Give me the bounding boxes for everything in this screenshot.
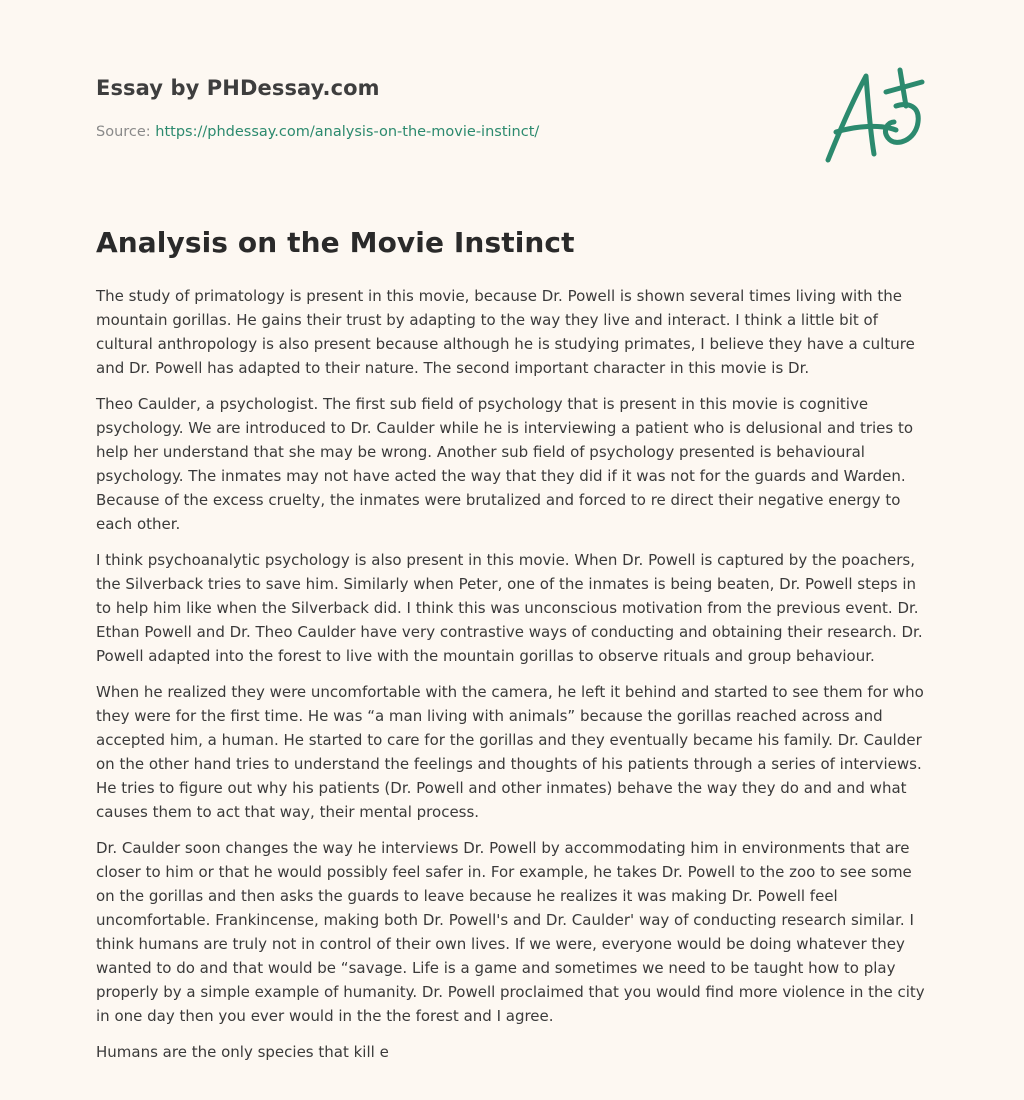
essay-page: [96, 0, 928, 1061]
page-header: [96, 0, 928, 210]
essay-body: [96, 284, 928, 1076]
essay-paragraph: Theo Caulder, a psychologist. The first sub field of psychology that is present in this movie is cognitive psychology. We are introduced to Dr. Caulder while he is interviewing a patient who is delusional and tries to help her understand that she may be wrong. Another sub field of psychology presented is behavioural psychology. The inmates may not have acted the way that they did if it was not for the guards and Warden. Because of the excess cruelty, the inmates were brutalized and forced to re direct their negative energy to each other.: [96, 395, 914, 533]
source-link[interactable]: https://phdessay.com/analysis-on-the-movie-instinct/: [155, 124, 540, 140]
essay-paragraph: Humans are the only species that kill e: [96, 1043, 389, 1061]
essay-paragraph: When he realized they were uncomfortable with the camera, he left it behind and started to see them for who they were for the first time. He was “a man living with animals” because the gorillas reached across and accepted him, a human. He started to care for the gorillas and they eventually became his family. Dr. Caulder on the other hand tries to understand the feelings and thoughts of his patients through a series of interviews. He tries to figure out why his patients (Dr. Powell and other inmates) behave the way they do and and what causes them to act that way, their mental process.: [96, 683, 924, 821]
essay-paragraph: Dr. Caulder soon changes the way he interviews Dr. Powell by accommodating him in environments that are closer to him or that he would possibly feel safer in. For example, he takes Dr. Powell to the zoo to see some on the gorillas and then asks the guards to leave because he realizes it was making Dr. Powell feel uncomfortable. Frankincense, making both Dr. Powell's and Dr. Caulder' way of conducting research similar. I think humans are truly not in control of their own lives. If we were, everyone would be doing whatever they wanted to do and that would be “savage. Life is a game and sometimes we need to be taught how to play properly by a simple example of humanity. Dr. Powell proclaimed that you would find more violence in the city in one day then you ever would in the the forest and I agree.: [96, 839, 925, 1025]
essay-title: Analysis on the Movie Instinct: [96, 226, 575, 259]
essay-paragraph: The study of primatology is present in this movie, because Dr. Powell is shown several times living with the mountain gorillas. He gains their trust by adapting to the way they live and interact. I think a little bit of cultural anthropology is also present because although he is studying primates, I believe they have a culture and Dr. Powell has adapted to their nature. The second important character in this movie is Dr.: [96, 287, 915, 377]
essay-paragraph: I think psychoanalytic psychology is also present in this movie. When Dr. Powell is captured by the poachers, the Silverback tries to save him. Similarly when Peter, one of the inmates is being beaten, Dr. Powell steps in to help him like when the Silverback did. I think this was unconscious motivation from the previous event. Dr. Ethan Powell and Dr. Theo Caulder have very contrastive ways of conducting and obtaining their research. Dr. Powell adapted into the forest to live with the mountain gorillas to observe rituals and group behaviour.: [96, 551, 923, 665]
source-label: Source:: [96, 124, 151, 140]
source-line: [96, 124, 539, 140]
a-plus-logo-icon: [822, 66, 932, 166]
site-title: Essay by PHDessay.com: [96, 76, 380, 100]
